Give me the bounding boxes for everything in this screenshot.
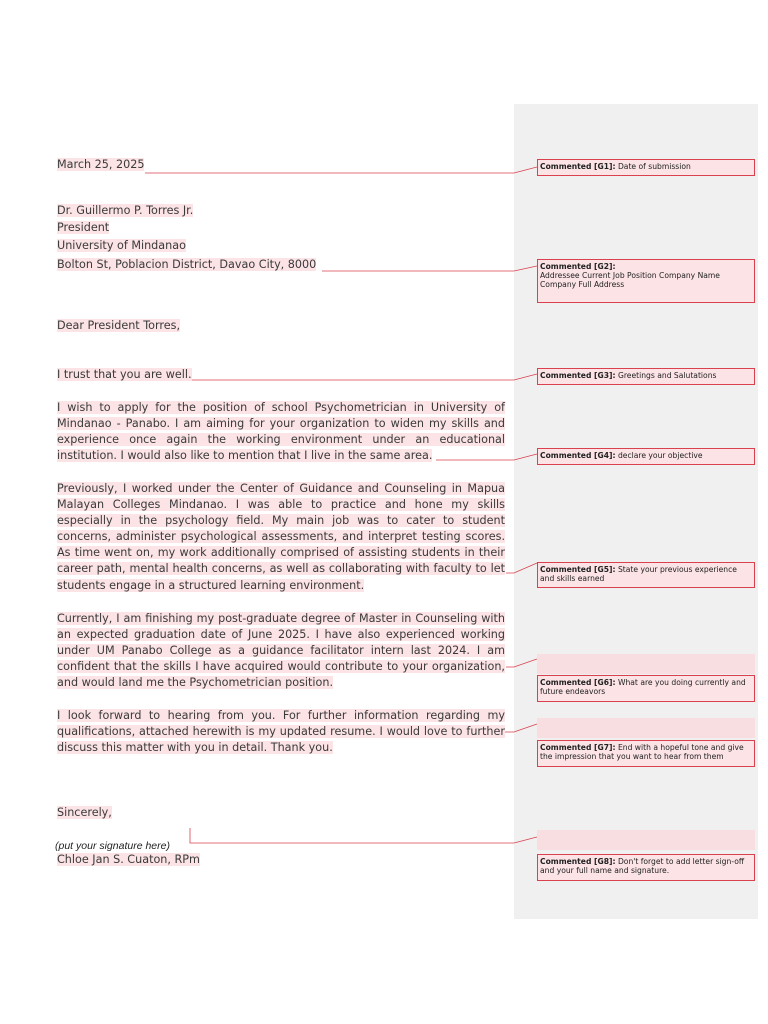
signer-name: Chloe Jan S. Cuaton, RPm xyxy=(57,853,200,866)
comment-label: Commented [G6]: xyxy=(540,678,616,687)
comment-text: Date of submission xyxy=(617,162,691,171)
comment-g2[interactable] xyxy=(537,259,755,303)
comment-g8[interactable] xyxy=(537,854,755,881)
comment-text: State your previous experience and skills earned xyxy=(540,565,737,583)
comment-g4[interactable] xyxy=(537,448,755,465)
paragraph-objective: I wish to apply for the position of school Psychometrician in University of Mindanao - Panabo. I am aiming for your organization to widen my skills and experience once again the working environment under an educational institution. I would also like to mention that I live in the same area. xyxy=(57,401,505,463)
comment-label: Commented [G2]: xyxy=(540,262,616,271)
recipient-organization: University of Mindanao xyxy=(57,239,186,252)
paragraph-experience: Previously, I worked under the Center of Guidance and Counseling in Mapua Malayan Colleges Mindanao. I was able to practice and hone my skills especially in the psychology field. My main job was to cater to student concerns, administer psychological assessments, and interpret testing scores. As time went on, my work additionally comprised of assisting students in their career path, mental health concerns, as well as collaborating with faculty to let students engage in a structured learning environment. xyxy=(57,482,505,592)
comment-ghost xyxy=(537,830,755,850)
comment-ghost xyxy=(537,654,755,674)
comment-g3[interactable] xyxy=(537,368,755,385)
connector-g1 xyxy=(145,167,537,173)
comment-g5[interactable] xyxy=(537,562,755,588)
comment-label: Commented [G3]: xyxy=(540,371,616,380)
paragraph-closing: I look forward to hearing from you. For further information regarding my qualifications, attached herewith is my updated resume. I would love to further discuss this matter with you in detail. Thank you. xyxy=(57,709,505,755)
comment-label: Commented [G1]: xyxy=(540,162,616,171)
comment-label: Commented [G8]: xyxy=(540,857,616,866)
connector-g8 xyxy=(190,828,537,843)
greeting-line: I trust that you are well. xyxy=(57,368,192,381)
comment-g6[interactable] xyxy=(537,675,755,702)
salutation: Dear President Torres, xyxy=(57,319,181,332)
comment-text: Addressee Current Job Position Company Name Company Full Address xyxy=(540,271,720,289)
connector-g3 xyxy=(190,374,537,380)
recipient-title: President xyxy=(57,221,110,234)
comment-g1[interactable] xyxy=(537,159,755,176)
comment-ghost xyxy=(537,718,755,738)
comment-text: Greetings and Salutations xyxy=(617,371,717,380)
connector-g2 xyxy=(322,266,537,271)
recipient-name: Dr. Guillermo P. Torres Jr. xyxy=(57,204,194,217)
comment-text: Don't forget to add letter sign-off and your full name and signature. xyxy=(540,857,745,875)
recipient-address: Bolton St, Poblacion District, Davao City, 8000 xyxy=(57,258,317,271)
comment-label: Commented [G7]: xyxy=(540,743,616,752)
comment-text: declare your objective xyxy=(617,451,703,460)
connector-g6 xyxy=(506,659,537,667)
comment-text: End with a hopeful tone and give the impression that you want to hear from them xyxy=(540,743,744,761)
letter-date: March 25, 2025 xyxy=(57,158,145,171)
paragraph-current: Currently, I am finishing my post-graduate degree of Master in Counseling with an expected graduation date of June 2025. I have also experienced working under UM Panabo College as a guidance facilitator intern last 2024. I am confident that the skills I have acquired would contribute to your organization, and would land me the Psychometrician position. xyxy=(57,612,505,690)
closing-sincerely: Sincerely, xyxy=(57,806,112,819)
comment-label: Commented [G5]: xyxy=(540,565,616,574)
comment-text: What are you doing currently and future endeavors xyxy=(540,678,746,696)
comment-g7[interactable] xyxy=(537,740,755,767)
signature-placeholder: (put your signature here) xyxy=(55,840,170,852)
connector-g5 xyxy=(506,563,537,573)
comment-label: Commented [G4]: xyxy=(540,451,616,460)
